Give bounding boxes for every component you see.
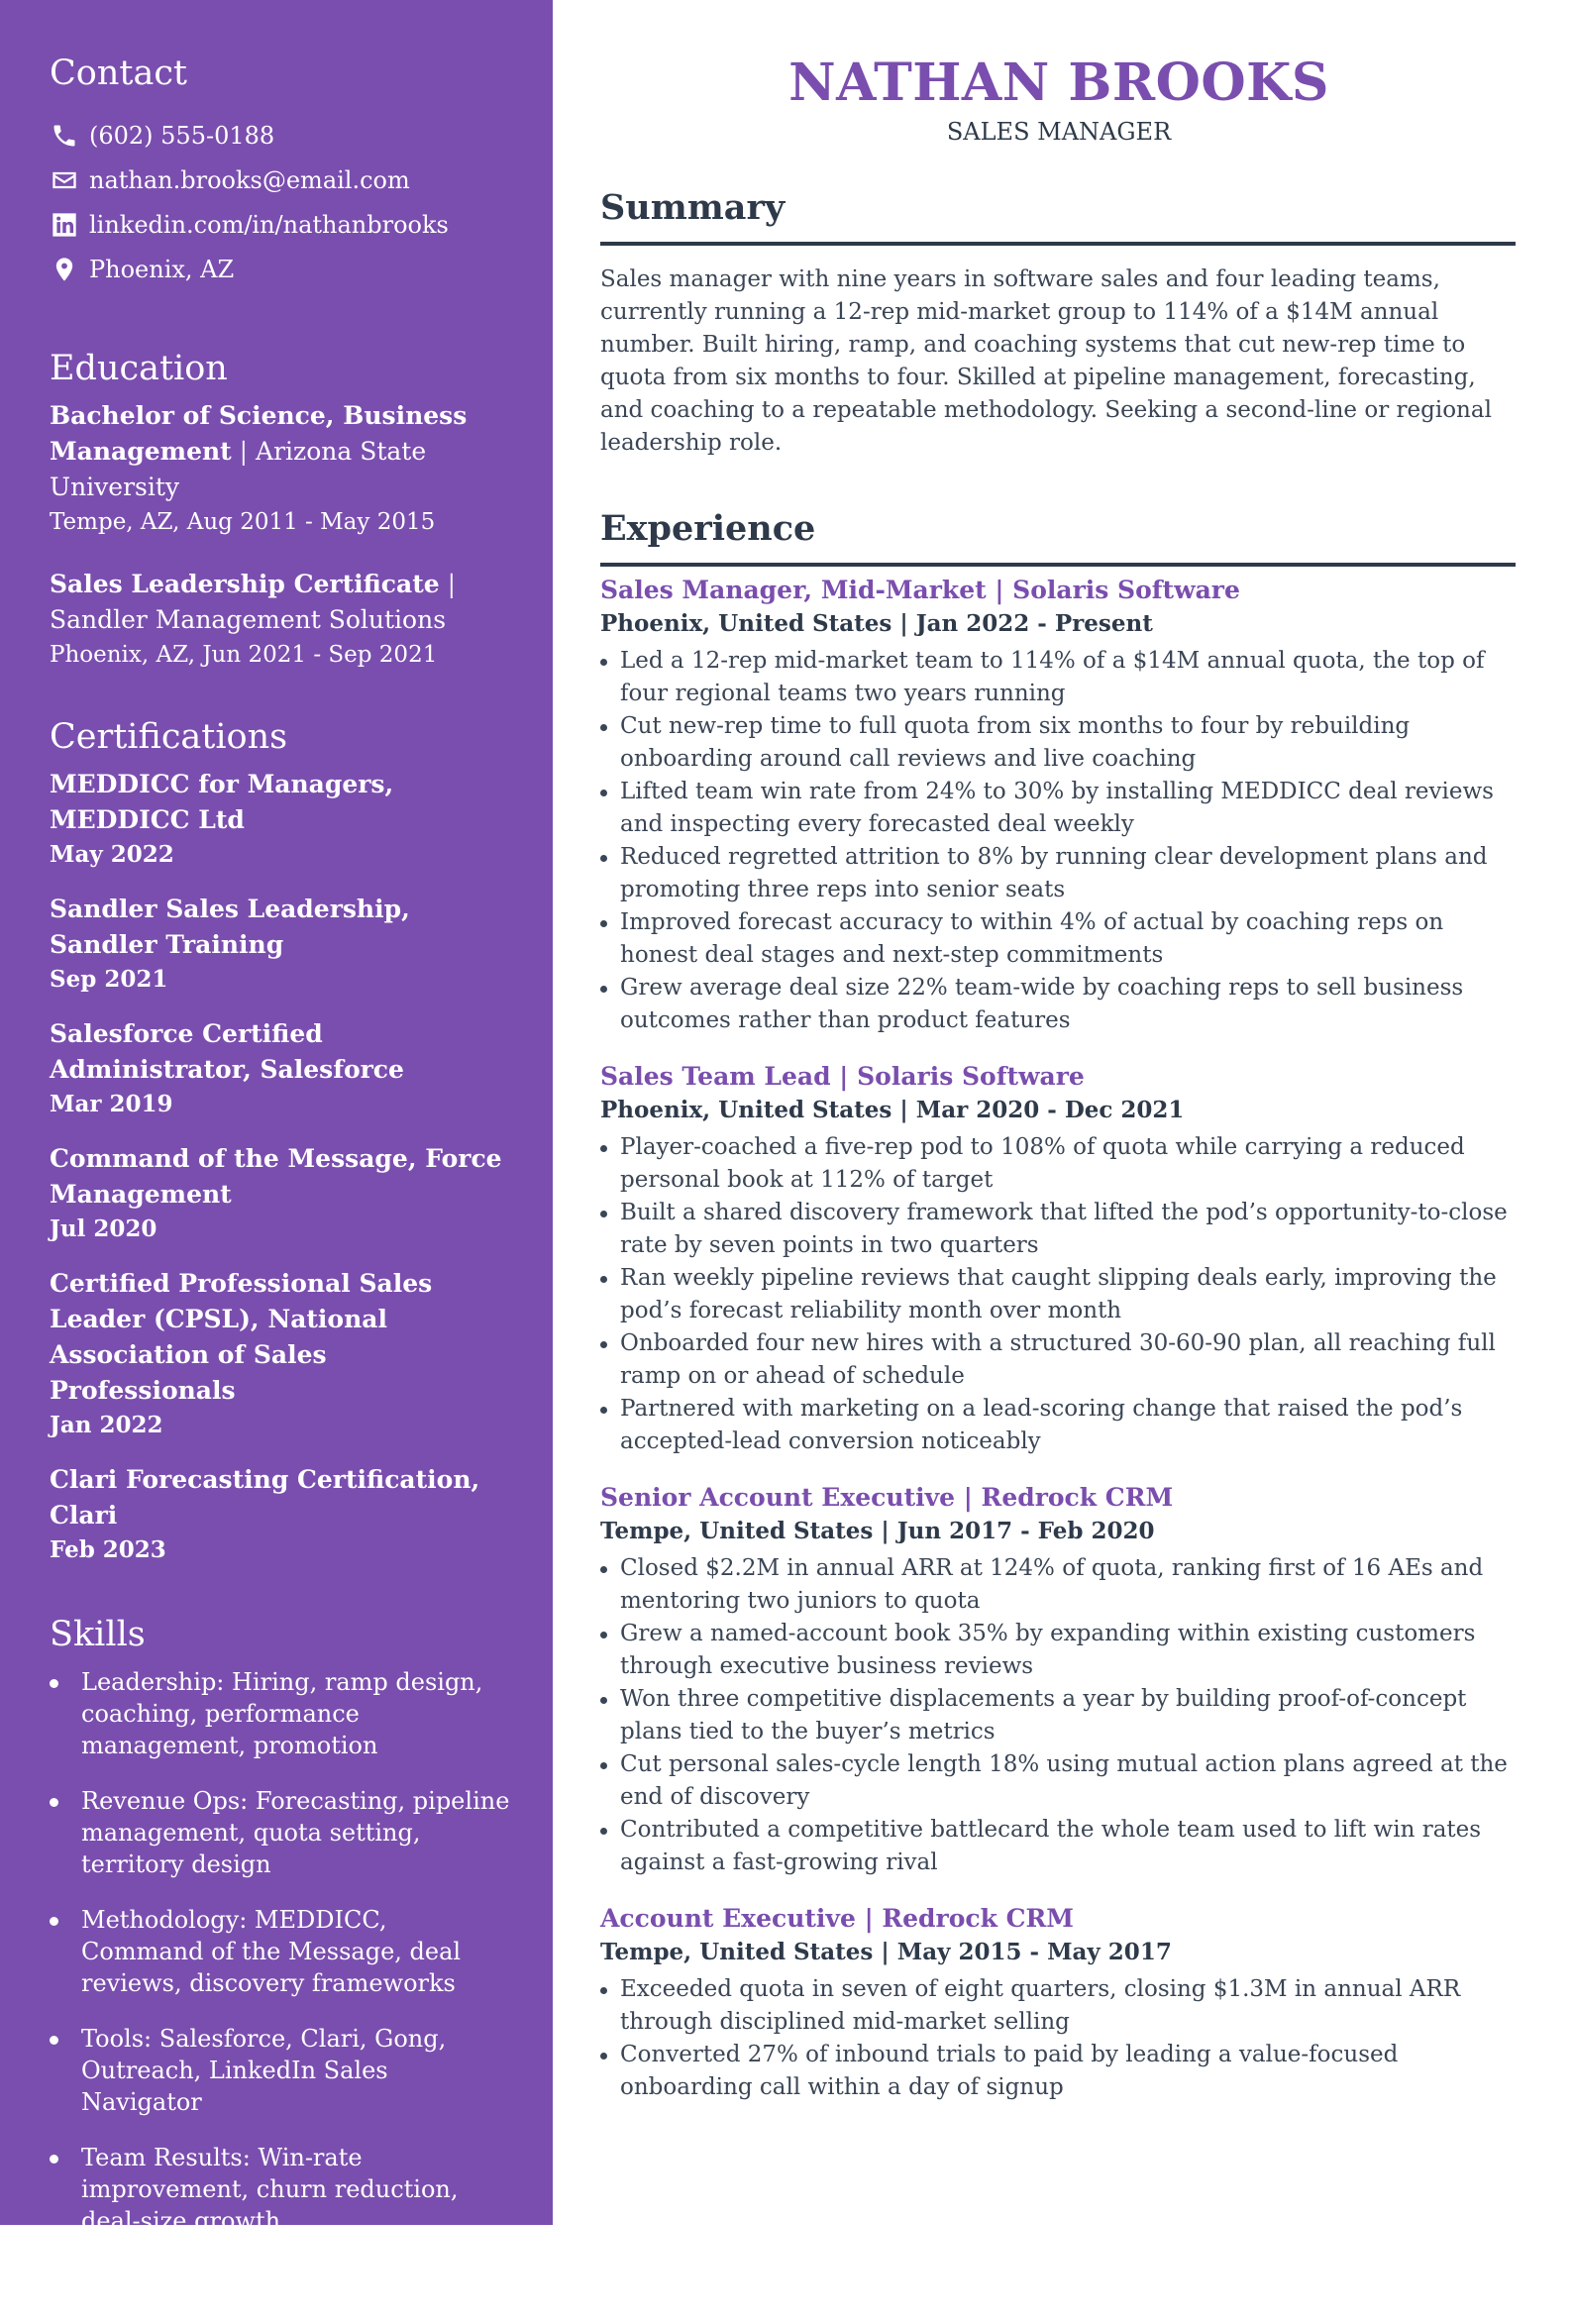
job-bullet: Led a 12-rep mid-market team to 114% of a $14M annual quota, the top of four regional teams two years running (600, 645, 1518, 710)
job-bullet: Onboarded four new hires with a structured 30-60-90 plan, all reaching full ramp on or ahead of schedule (600, 1327, 1518, 1393)
job-meta: Tempe, United States | Jun 2017 - Feb 2020 (600, 1518, 1155, 1544)
location-pin-icon (50, 255, 79, 284)
certification-date: Feb 2023 (50, 1536, 166, 1563)
contact-phone (50, 113, 513, 158)
job-title: Senior Account Executive | Redrock CRM (600, 1483, 1174, 1512)
job-bullet: Ran weekly pipeline reviews that caught slipping deals early, improving the pod’s forecast reliability month over month (600, 1262, 1518, 1327)
job-bullet: Converted 27% of inbound trials to paid by leading a value-focused onboarding call within a day of signup (600, 2039, 1518, 2104)
job-bullet: Reduced regretted attrition to 8% by running clear development plans and promoting three reps into senior seats (600, 841, 1518, 906)
certification-item (50, 1141, 513, 1246)
skills-list (50, 1666, 513, 2324)
certification-name: MEDDICC for Managers, MEDDICC Ltd (50, 770, 394, 834)
certifications-heading: Certifications (50, 717, 288, 757)
education-meta: Tempe, AZ, Aug 2011 - May 2015 (50, 509, 436, 535)
education-item: Sales Leadership Certificate | Sandler Management Solutions Phoenix, AZ, Jun 2021 - Sep 2021 (50, 567, 513, 672)
section-divider (600, 242, 1516, 246)
education-degree: Bachelor of Science, Business Management (50, 401, 468, 466)
job-meta: Tempe, United States | May 2015 - May 2017 (600, 1939, 1172, 1965)
job-bullets (600, 1552, 1518, 1879)
certification-item (50, 892, 513, 997)
certification-item (50, 767, 513, 872)
job-entry (600, 1901, 1518, 2104)
job-bullets (600, 1131, 1518, 1458)
summary-heading: Summary (600, 187, 786, 228)
job-bullet: Player-coached a five-rep pod to 108% of quota while carrying a reduced personal book at 112% of target (600, 1131, 1518, 1197)
job-meta: Phoenix, United States | Mar 2020 - Dec 2021 (600, 1097, 1185, 1123)
job-bullet: Partnered with marketing on a lead-scoring change that raised the pod’s accepted-lead conversion noticeably (600, 1393, 1518, 1458)
sidebar (0, 0, 553, 2322)
contact-linkedin (50, 202, 513, 247)
job-meta: Phoenix, United States | Jan 2022 - Present (600, 610, 1153, 637)
experience-heading: Experience (600, 508, 816, 549)
skills-section (50, 1611, 513, 2324)
linkedin-icon (50, 210, 79, 240)
contact-location (50, 247, 513, 291)
education-heading: Education (50, 349, 228, 388)
certification-date: May 2022 (50, 841, 174, 868)
certification-date: Sep 2021 (50, 966, 168, 993)
experience-section (600, 505, 1518, 2104)
job-bullet: Grew average deal size 22% team-wide by coaching reps to sell business outcomes rather than product features (600, 972, 1518, 1037)
job-bullet: Closed $2.2M in annual ARR at 124% of quota, ranking first of 16 AEs and mentoring two juniors to quota (600, 1552, 1518, 1618)
education-meta: Phoenix, AZ, Jun 2021 - Sep 2021 (50, 642, 438, 668)
contact-email (50, 158, 513, 202)
certification-date: Jul 2020 (50, 1215, 157, 1242)
phone-icon (50, 121, 79, 151)
job-title: Account Executive | Redrock CRM (600, 1904, 1074, 1933)
job-bullet: Lifted team win rate from 24% to 30% by installing MEDDICC deal reviews and inspecting every forecasted deal weekly (600, 776, 1518, 841)
certification-date: Mar 2019 (50, 1091, 173, 1117)
contact-heading: Contact (50, 53, 187, 93)
skill-item: Segments: SaaS, CRM, mid-market, named accounts (50, 2261, 513, 2324)
phone-text: (602) 555-0188 (89, 121, 275, 150)
job-bullet: Won three competitive displacements a year by building proof-of-concept plans tied to the buyer’s metrics (600, 1683, 1518, 1748)
certification-item (50, 1462, 513, 1567)
education-section (50, 345, 513, 672)
certification-name: Salesforce Certified Administrator, Salesforce (50, 1019, 404, 1084)
certification-date: Jan 2022 (50, 1412, 163, 1438)
certification-name: Clari Forecasting Certification, Clari (50, 1465, 480, 1530)
certification-item (50, 1266, 513, 1442)
skill-item: Methodology: MEDDICC, Command of the Message, deal reviews, discovery frameworks (50, 1904, 513, 1999)
certification-item (50, 1016, 513, 1121)
contact-section (50, 50, 513, 291)
certification-name: Sandler Sales Leadership, Sandler Training (50, 895, 410, 959)
education-degree: Sales Leadership Certificate (50, 570, 440, 598)
job-bullets (600, 645, 1518, 1037)
job-bullet: Contributed a competitive battlecard the whole team used to lift win rates against a fast-growing rival (600, 1814, 1518, 1879)
job-title: Sales Manager, Mid-Market | Solaris Software (600, 576, 1240, 604)
education-school: Arizona State University (50, 437, 427, 501)
job-bullets (600, 1973, 1518, 2104)
location-text: Phoenix, AZ (89, 255, 235, 283)
job-bullet: Improved forecast accuracy to within 4% of actual by coaching reps on honest deal stages and next-step commitments (600, 906, 1518, 972)
job-bullet: Built a shared discovery framework that lifted the pod’s opportunity-to-close rate by seven points in two quarters (600, 1197, 1518, 1262)
job-title: Sales Team Lead | Solaris Software (600, 1062, 1085, 1091)
job-bullet: Grew a named-account book 35% by expanding within existing customers through executive business reviews (600, 1618, 1518, 1683)
section-divider (600, 563, 1516, 567)
skills-heading: Skills (50, 1615, 146, 1654)
job-entry (600, 1480, 1518, 1879)
job-entry (600, 573, 1518, 1037)
job-entry (600, 1059, 1518, 1458)
education-item: Bachelor of Science, Business Management | Arizona State University Tempe, AZ, Aug 2011 - May 2015 (50, 398, 513, 539)
skill-item: Revenue Ops: Forecasting, pipeline management, quota setting, territory design (50, 1785, 513, 1880)
job-bullet: Exceeded quota in seven of eight quarters, closing $1.3M in annual ARR through disciplined mid-market selling (600, 1973, 1518, 2039)
education-school: Sandler Management Solutions (50, 605, 447, 634)
job-bullet: Cut personal sales-cycle length 18% using mutual action plans agreed at the end of discovery (600, 1748, 1518, 1814)
main-content (600, 0, 1518, 2126)
email-text: nathan.brooks@email.com (89, 165, 410, 194)
candidate-name: NATHAN BROOKS (788, 53, 1329, 113)
certification-name: Certified Professional Sales Leader (CPSL), National Association of Sales Professionals (50, 1269, 433, 1405)
linkedin-text: linkedin.com/in/nathanbrooks (89, 210, 449, 239)
summary-section (600, 184, 1518, 460)
skill-item: Leadership: Hiring, ramp design, coaching, performance management, promotion (50, 1666, 513, 1761)
email-icon (50, 165, 79, 195)
skill-item: Team Results: Win-rate improvement, churn reduction, deal-size growth (50, 2142, 513, 2237)
summary-text: Sales manager with nine years in software sales and four leading teams, currently running a 12-rep mid-market group to 114% of a $14M annual number. Built hiring, ramp, and coaching systems that cut new-rep time to quota from six months to four. Skilled at pipeline management, forecasting, and coaching to a repeatable methodology. Seeking a second-line or regional leadership role. (600, 266, 1492, 456)
certifications-section (50, 713, 513, 1567)
job-bullet: Cut new-rep time to full quota from six months to four by rebuilding onboarding around call reviews and live coaching (600, 710, 1518, 776)
skill-item: Tools: Salesforce, Clari, Gong, Outreach, LinkedIn Sales Navigator (50, 2023, 513, 2118)
certification-name: Command of the Message, Force Management (50, 1144, 502, 1209)
candidate-title: SALES MANAGER (946, 118, 1172, 146)
